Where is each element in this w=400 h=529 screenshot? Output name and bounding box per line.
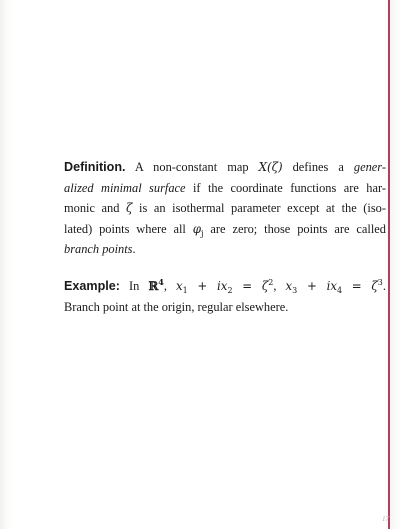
math-reals: ℝ (148, 279, 159, 293)
math-var: ζ (261, 279, 269, 293)
definition-line-5 (64, 239, 386, 260)
definition-label: Definition. (64, 160, 126, 174)
definition-text: are zero; those points are called (203, 221, 386, 236)
math-subscript: j (201, 228, 204, 238)
definition-text: A non-constant map (125, 160, 259, 174)
definition-line-1 (64, 157, 386, 178)
math-plus: + (297, 279, 327, 293)
math-var: ix (326, 279, 337, 293)
math-superscript: 3 (377, 278, 383, 287)
math-var: x (285, 279, 293, 293)
page-edge-rule (388, 0, 390, 529)
math-ix2 (217, 279, 233, 293)
example-paragraph (64, 276, 386, 317)
math-subscript: 2 (227, 286, 233, 295)
example-label: Example: (64, 279, 120, 293)
definition-term: alized minimal surface (64, 180, 186, 195)
definition-line-2 (64, 178, 386, 199)
math-r4 (148, 279, 163, 293)
definition-text: is an isothermal parameter except at the (iso- (132, 201, 386, 215)
math-phi-j (193, 222, 204, 236)
example-text: , (163, 279, 176, 293)
math-subscript: 4 (337, 286, 343, 295)
math-x3 (286, 279, 298, 293)
definition-text: if the coordinate functions are har- (185, 180, 386, 195)
math-zeta-squared (262, 279, 274, 293)
math-superscript: 2 (268, 278, 274, 287)
math-var: ζ (371, 279, 378, 293)
definition-paragraph (64, 157, 386, 260)
math-phi: φ (192, 221, 202, 236)
math-zeta-cubed (371, 279, 383, 293)
definition-text: . (132, 242, 136, 256)
math-plus: + (187, 279, 218, 293)
math-zeta: ζ (126, 201, 133, 215)
definition-line-3 (64, 198, 386, 219)
math-subscript: 3 (292, 286, 298, 295)
math-x-of-zeta: X(ζ) (258, 160, 283, 174)
math-ix4 (327, 279, 343, 293)
math-superscript: 4 (158, 277, 164, 287)
example-text: , (273, 279, 286, 293)
math-equals: = (342, 279, 372, 293)
math-var: x (175, 279, 183, 293)
definition-term: branch points (64, 242, 133, 256)
example-line-2: Branch point at the origin, regular elsewhere. (64, 299, 289, 314)
math-x1 (176, 279, 188, 293)
definition-text: monic and (64, 201, 127, 215)
definition-term: gener- (353, 160, 386, 174)
math-equals: = (232, 279, 262, 293)
definition-line-4 (64, 219, 386, 240)
definition-text: defines a (282, 160, 354, 174)
example-text: In (120, 279, 149, 293)
math-subscript: 1 (182, 286, 188, 295)
definition-text: lated) points where all (64, 221, 193, 236)
math-var: ix (217, 279, 228, 293)
page-number: 17 (382, 515, 389, 523)
example-text: . (382, 279, 386, 293)
example-line-1 (64, 276, 386, 297)
